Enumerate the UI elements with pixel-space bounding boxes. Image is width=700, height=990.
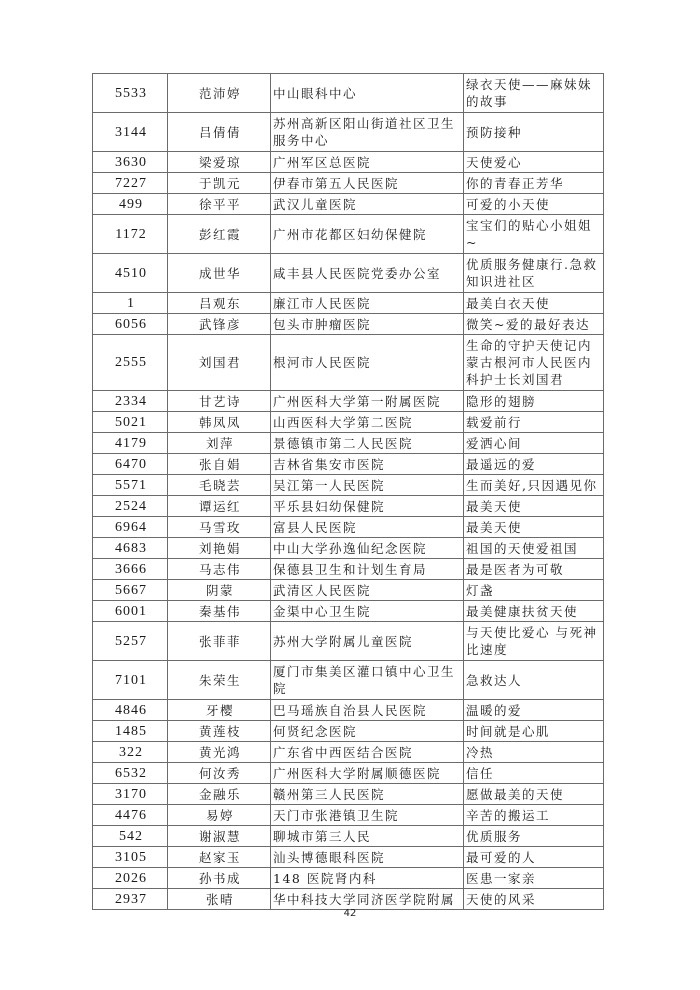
- table-row: [93, 559, 604, 580]
- table-row: [93, 661, 604, 700]
- table-row: [93, 889, 604, 910]
- entry-organization: 景德镇市第二人民医院: [271, 433, 464, 454]
- entry-name: 张晴: [168, 889, 271, 910]
- entry-organization: 赣州第三人民医院: [271, 784, 464, 805]
- entry-organization: 苏州大学附属儿童医院: [271, 622, 464, 661]
- entry-id: 4846: [93, 700, 168, 721]
- entry-title: 预防接种: [464, 113, 604, 152]
- entry-organization: 厦门市集美区灌口镇中心卫生院: [271, 661, 464, 700]
- entry-name: 刘萍: [168, 433, 271, 454]
- table-row: [93, 538, 604, 559]
- entry-name: 黄莲枝: [168, 721, 271, 742]
- table-row: [93, 700, 604, 721]
- table-row: [93, 254, 604, 293]
- entry-id: 5257: [93, 622, 168, 661]
- entry-name: 赵家玉: [168, 847, 271, 868]
- entry-organization: 广州军区总医院: [271, 152, 464, 173]
- entry-organization: 金渠中心卫生院: [271, 601, 464, 622]
- entry-organization: 咸丰县人民医院党委办公室: [271, 254, 464, 293]
- entry-title: 最美健康扶贫天使: [464, 601, 604, 622]
- entry-name: 秦基伟: [168, 601, 271, 622]
- entry-organization: 包头市肿瘤医院: [271, 314, 464, 335]
- entry-id: 322: [93, 742, 168, 763]
- entry-name: 吕倩倩: [168, 113, 271, 152]
- table-row: [93, 847, 604, 868]
- entry-name: 金融乐: [168, 784, 271, 805]
- table-row: [93, 601, 604, 622]
- entry-id: 1172: [93, 215, 168, 254]
- entry-organization: 保德县卫生和计划生育局: [271, 559, 464, 580]
- entry-id: 2026: [93, 868, 168, 889]
- entry-id: 4510: [93, 254, 168, 293]
- entry-name: 易婷: [168, 805, 271, 826]
- table-row: [93, 215, 604, 254]
- entry-id: 3666: [93, 559, 168, 580]
- entry-name: 徐平平: [168, 194, 271, 215]
- entry-title: 优质服务健康行.急救知识进社区: [464, 254, 604, 293]
- entry-organization: 何贤纪念医院: [271, 721, 464, 742]
- entry-name: 阴蒙: [168, 580, 271, 601]
- entry-id: 3105: [93, 847, 168, 868]
- entry-organization: 伊春市第五人民医院: [271, 173, 464, 194]
- entry-title: 时间就是心肌: [464, 721, 604, 742]
- entry-name: 成世华: [168, 254, 271, 293]
- entry-organization: 根河市人民医院: [271, 335, 464, 391]
- entry-organization: 广州医科大学第一附属医院: [271, 391, 464, 412]
- entries-table-body: [93, 74, 604, 910]
- entry-title: 优质服务: [464, 826, 604, 847]
- table-row: [93, 475, 604, 496]
- entry-title: 温暖的爱: [464, 700, 604, 721]
- entry-name: 梁爱琼: [168, 152, 271, 173]
- entry-title: 与天使比爱心 与死神比速度: [464, 622, 604, 661]
- table-row: [93, 517, 604, 538]
- entry-title: 医患一家亲: [464, 868, 604, 889]
- entry-name: 马雪玫: [168, 517, 271, 538]
- entry-organization: 中山眼科中心: [271, 74, 464, 113]
- entry-organization: 吉林省集安市医院: [271, 454, 464, 475]
- table-row: [93, 868, 604, 889]
- entry-title: 你的青春正芳华: [464, 173, 604, 194]
- entry-name: 谭运红: [168, 496, 271, 517]
- table-row: [93, 742, 604, 763]
- entry-id: 3144: [93, 113, 168, 152]
- entry-title: 隐形的翅膀: [464, 391, 604, 412]
- entry-id: 3170: [93, 784, 168, 805]
- entry-name: 武锋彦: [168, 314, 271, 335]
- entry-id: 6964: [93, 517, 168, 538]
- entry-id: 5571: [93, 475, 168, 496]
- entry-id: 4179: [93, 433, 168, 454]
- entry-name: 张自娟: [168, 454, 271, 475]
- entry-id: 2524: [93, 496, 168, 517]
- entry-id: 2555: [93, 335, 168, 391]
- entry-organization: 聊城市第三人民: [271, 826, 464, 847]
- entry-id: 2334: [93, 391, 168, 412]
- table-row: [93, 805, 604, 826]
- entry-title: 最美白衣天使: [464, 293, 604, 314]
- entry-title: 最美天使: [464, 517, 604, 538]
- entry-id: 6056: [93, 314, 168, 335]
- entry-title: 信任: [464, 763, 604, 784]
- entry-name: 谢淑慧: [168, 826, 271, 847]
- entry-organization: 天门市张港镇卫生院: [271, 805, 464, 826]
- table-row: [93, 580, 604, 601]
- entry-title: 宝宝们的贴心小姐姐~: [464, 215, 604, 254]
- entry-organization: 廉江市人民医院: [271, 293, 464, 314]
- table-row: [93, 763, 604, 784]
- entry-name: 刘艳娟: [168, 538, 271, 559]
- table-row: [93, 391, 604, 412]
- entry-organization: 平乐县妇幼保健院: [271, 496, 464, 517]
- table-row: [93, 826, 604, 847]
- entry-organization: 广东省中西医结合医院: [271, 742, 464, 763]
- entry-id: 4683: [93, 538, 168, 559]
- entry-name: 刘国君: [168, 335, 271, 391]
- entry-name: 韩凤凤: [168, 412, 271, 433]
- entry-title: 天使的风采: [464, 889, 604, 910]
- entry-id: 7227: [93, 173, 168, 194]
- entry-title: 愿做最美的天使: [464, 784, 604, 805]
- table-row: [93, 293, 604, 314]
- entry-organization: 广州医科大学附属顺德医院: [271, 763, 464, 784]
- entry-name: 甘艺诗: [168, 391, 271, 412]
- entry-name: 范沛婷: [168, 74, 271, 113]
- page-number: 42: [343, 908, 357, 919]
- entry-name: 黄光鸿: [168, 742, 271, 763]
- entry-title: 辛苦的搬运工: [464, 805, 604, 826]
- entry-id: 6001: [93, 601, 168, 622]
- entry-organization: 武汉儿童医院: [271, 194, 464, 215]
- entry-id: 542: [93, 826, 168, 847]
- entry-title: 灯盏: [464, 580, 604, 601]
- entry-title: 微笑~爱的最好表达: [464, 314, 604, 335]
- entries-table: [92, 73, 604, 910]
- entry-name: 毛晓芸: [168, 475, 271, 496]
- entry-id: 499: [93, 194, 168, 215]
- entry-title: 生而美好,只因遇见你: [464, 475, 604, 496]
- entry-id: 6470: [93, 454, 168, 475]
- table-row: [93, 152, 604, 173]
- table-row: [93, 496, 604, 517]
- entry-title: 最美天使: [464, 496, 604, 517]
- entry-id: 4476: [93, 805, 168, 826]
- entry-name: 朱荣生: [168, 661, 271, 700]
- table-row: [93, 784, 604, 805]
- entry-title: 最是医者为可敬: [464, 559, 604, 580]
- entry-organization: 巴马瑶族自治县人民医院: [271, 700, 464, 721]
- entry-name: 于凯元: [168, 173, 271, 194]
- entry-id: 1485: [93, 721, 168, 742]
- entry-name: 吕观东: [168, 293, 271, 314]
- table-row: [93, 622, 604, 661]
- entry-title: 冷热: [464, 742, 604, 763]
- entry-name: 牙樱: [168, 700, 271, 721]
- table-row: [93, 454, 604, 475]
- entry-organization: 汕头博德眼科医院: [271, 847, 464, 868]
- entry-id: 6532: [93, 763, 168, 784]
- entry-title: 绿衣天使——麻妹妹的故事: [464, 74, 604, 113]
- table-row: [93, 335, 604, 391]
- entry-id: 3630: [93, 152, 168, 173]
- entry-organization: 富县人民医院: [271, 517, 464, 538]
- entry-organization: 148 医院肾内科: [271, 868, 464, 889]
- table-row: [93, 194, 604, 215]
- table-row: [93, 113, 604, 152]
- entry-id: 1: [93, 293, 168, 314]
- entry-title: 可爱的小天使: [464, 194, 604, 215]
- entry-id: 5667: [93, 580, 168, 601]
- entry-name: 张菲菲: [168, 622, 271, 661]
- table-row: [93, 74, 604, 113]
- table-row: [93, 314, 604, 335]
- entry-id: 2937: [93, 889, 168, 910]
- table-row: [93, 433, 604, 454]
- entry-id: 7101: [93, 661, 168, 700]
- entry-id: 5533: [93, 74, 168, 113]
- entry-title: 天使爱心: [464, 152, 604, 173]
- entry-name: 彭红霞: [168, 215, 271, 254]
- entry-name: 孙书成: [168, 868, 271, 889]
- entry-title: 最遥远的爱: [464, 454, 604, 475]
- entry-title: 载爱前行: [464, 412, 604, 433]
- entry-organization: 吴江第一人民医院: [271, 475, 464, 496]
- entry-title: 生命的守护天使记内蒙古根河市人民医内科护士长刘国君: [464, 335, 604, 391]
- entry-title: 最可爱的人: [464, 847, 604, 868]
- entry-name: 何汝秀: [168, 763, 271, 784]
- entry-organization: 华中科技大学同济医学院附属: [271, 889, 464, 910]
- table-row: [93, 173, 604, 194]
- entry-title: 爱洒心间: [464, 433, 604, 454]
- table-row: [93, 412, 604, 433]
- entry-organization: 武清区人民医院: [271, 580, 464, 601]
- entry-organization: 中山大学孙逸仙纪念医院: [271, 538, 464, 559]
- entry-title: 急救达人: [464, 661, 604, 700]
- entry-name: 马志伟: [168, 559, 271, 580]
- entry-organization: 山西医科大学第二医院: [271, 412, 464, 433]
- entry-organization: 苏州高新区阳山街道社区卫生服务中心: [271, 113, 464, 152]
- table-row: [93, 721, 604, 742]
- entry-title: 祖国的天使爱祖国: [464, 538, 604, 559]
- entry-organization: 广州市花都区妇幼保健院: [271, 215, 464, 254]
- entry-id: 5021: [93, 412, 168, 433]
